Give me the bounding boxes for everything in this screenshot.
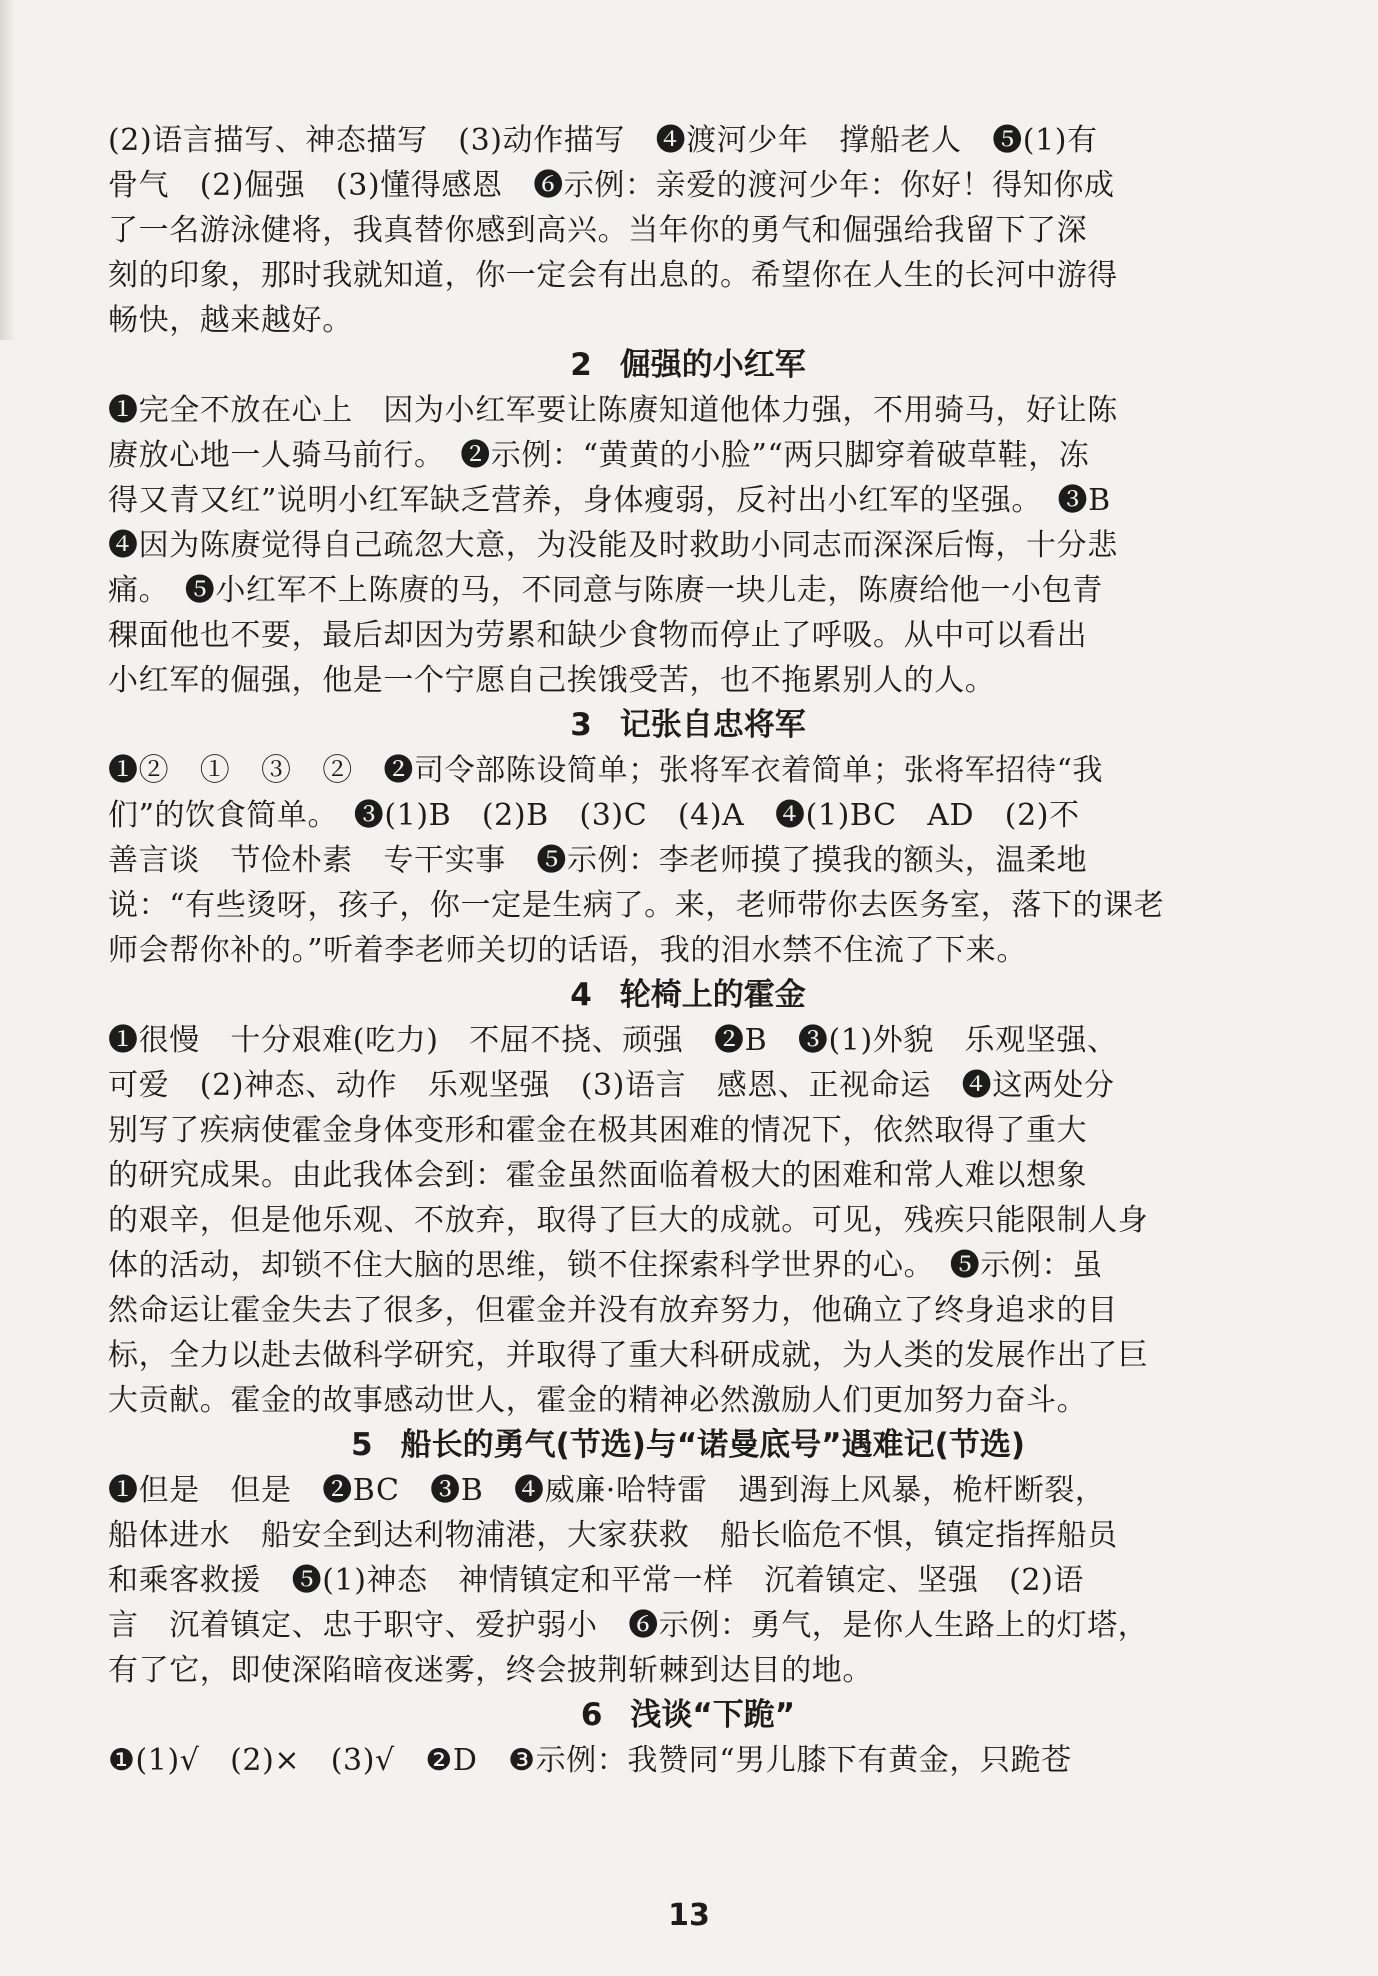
text-line: ❹因为陈赓觉得自己疏忽大意，为没能及时救助小同志而深深后悔，十分悲 — [108, 528, 1118, 563]
text-line: 的艰辛，但是他乐观、不放弃，取得了巨大的成就。可见，残疾只能限制人身 — [108, 1203, 1149, 1238]
text-line: 了一名游泳健将，我真替你感到高兴。当年你的勇气和倔强给我留下了深 — [108, 213, 1088, 248]
section-number: 5 — [351, 1427, 373, 1463]
text-line: 们”的饮食简单。 ❸(1)B (2)B (3)C (4)A ❹(1)BC AD (2)不 — [108, 798, 1080, 833]
text-line: 别写了疾病使霍金身体变形和霍金在极其困难的情况下，依然取得了重大 — [108, 1113, 1088, 1148]
text-line: 体的活动，却锁不住大脑的思维，锁不住探索科学世界的心。 ❺示例：虽 — [108, 1248, 1103, 1283]
section-6 — [108, 1693, 1268, 1783]
section-4 — [108, 973, 1268, 1423]
text-line: ❶很慢 十分艰难(吃力) 不屈不挠、顽强 ❷B ❸(1)外貌 乐观坚强、 — [108, 1023, 1118, 1058]
text-line: 师会帮你补的。”听着李老师关切的话语，我的泪水禁不住流了下来。 — [108, 933, 1027, 968]
text-line: 标，全力以赴去做科学研究，并取得了重大科研成就，为人类的发展作出了巨 — [108, 1338, 1149, 1373]
page-number: 13 — [668, 1898, 710, 1933]
text-line: 和乘客救援 ❺(1)神态 神情镇定和平常一样 沉着镇定、坚强 (2)语 — [108, 1563, 1084, 1598]
section-title: 记张自忠将军 — [619, 707, 806, 743]
text-line: 赓放心地一人骑马前行。 ❷示例：“黄黄的小脸”“两只脚穿着破草鞋，冻 — [108, 438, 1090, 473]
text-line: ❶(1)√ (2)× (3)√ ❷D ❸示例：我赞同“男儿膝下有黄金，只跪苍 — [108, 1743, 1072, 1778]
text-line: 痛。 ❺小红军不上陈赓的马，不同意与陈赓一块儿走，陈赓给他一小包青 — [108, 573, 1103, 608]
section-heading — [108, 1693, 1268, 1738]
text-line: 说：“有些烫呀，孩子，你一定是生病了。来，老师带你去医务室，落下的课老 — [108, 888, 1165, 923]
section-heading — [108, 343, 1268, 388]
text-line: ❶② ① ③ ② ❷司令部陈设简单；张将军衣着简单；张将军招待“我 — [108, 753, 1104, 788]
text-line: 言 沉着镇定、忠于职守、爱护弱小 ❻示例：勇气，是你人生路上的灯塔， — [108, 1608, 1149, 1643]
text-line: 大贡献。霍金的故事感动世人，霍金的精神必然激励人们更加努力奋斗。 — [108, 1383, 1088, 1418]
section-number: 6 — [580, 1697, 603, 1733]
text-line: 的研究成果。由此我体会到：霍金虽然面临着极大的困难和常人难以想象 — [108, 1158, 1088, 1193]
page-edge-shadow — [0, 0, 16, 340]
section-5 — [108, 1423, 1268, 1693]
text-line: 得又青又红”说明小红军缺乏营养，身体瘦弱，反衬出小红军的坚强。 ❸B — [108, 483, 1111, 518]
section-2 — [108, 343, 1268, 703]
text-line: (2)语言描写、神态描写 (3)动作描写 ❹渡河少年 撑船老人 ❺(1)有 — [108, 123, 1098, 158]
text-line: 船体进水 船安全到达利物浦港，大家获救 船长临危不惧，镇定指挥船员 — [108, 1518, 1118, 1553]
text-line: ❶但是 但是 ❷BC ❸B ❹威廉·哈特雷 遇到海上风暴，桅杆断裂， — [108, 1473, 1106, 1508]
text-line: ❶完全不放在心上 因为小红军要让陈赓知道他体力强，不用骑马，好让陈 — [108, 393, 1118, 428]
answer-page — [108, 118, 1268, 1783]
section-heading — [108, 703, 1268, 748]
section-title: 轮椅上的霍金 — [619, 977, 806, 1013]
text-line: 畅快，越来越好。 — [108, 303, 353, 338]
section-number: 4 — [570, 977, 592, 1013]
section-title: 船长的勇气(节选)与“诺曼底号”遇难记(节选) — [400, 1427, 1025, 1463]
section-heading — [108, 973, 1268, 1018]
text-line: 然命运让霍金失去了很多，但霍金并没有放弃努力，他确立了终身追求的目 — [108, 1293, 1118, 1328]
text-line: 小红军的倔强，他是一个宁愿自己挨饿受苦，也不拖累别人的人。 — [108, 663, 996, 698]
text-line: 骨气 (2)倔强 (3)懂得感恩 ❻示例：亲爱的渡河少年：你好！得知你成 — [108, 168, 1115, 203]
section-title: 浅谈“下跪” — [630, 1697, 796, 1733]
section-3 — [108, 703, 1268, 973]
text-line: 有了它，即使深陷暗夜迷雾，终会披荆斩棘到达目的地。 — [108, 1653, 873, 1688]
section-number: 3 — [570, 707, 592, 743]
section-heading — [108, 1423, 1268, 1468]
intro-answers — [108, 118, 1268, 343]
section-title: 倔强的小红军 — [619, 347, 806, 383]
text-line: 可爱 (2)神态、动作 乐观坚强 (3)语言 感恩、正视命运 ❹这两处分 — [108, 1068, 1115, 1103]
text-line: 善言谈 节俭朴素 专干实事 ❺示例：李老师摸了摸我的额头，温柔地 — [108, 843, 1088, 878]
section-number: 2 — [570, 347, 592, 383]
text-line: 稞面他也不要，最后却因为劳累和缺少食物而停止了呼吸。从中可以看出 — [108, 618, 1088, 653]
text-line: 刻的印象，那时我就知道，你一定会有出息的。希望你在人生的长河中游得 — [108, 258, 1118, 293]
